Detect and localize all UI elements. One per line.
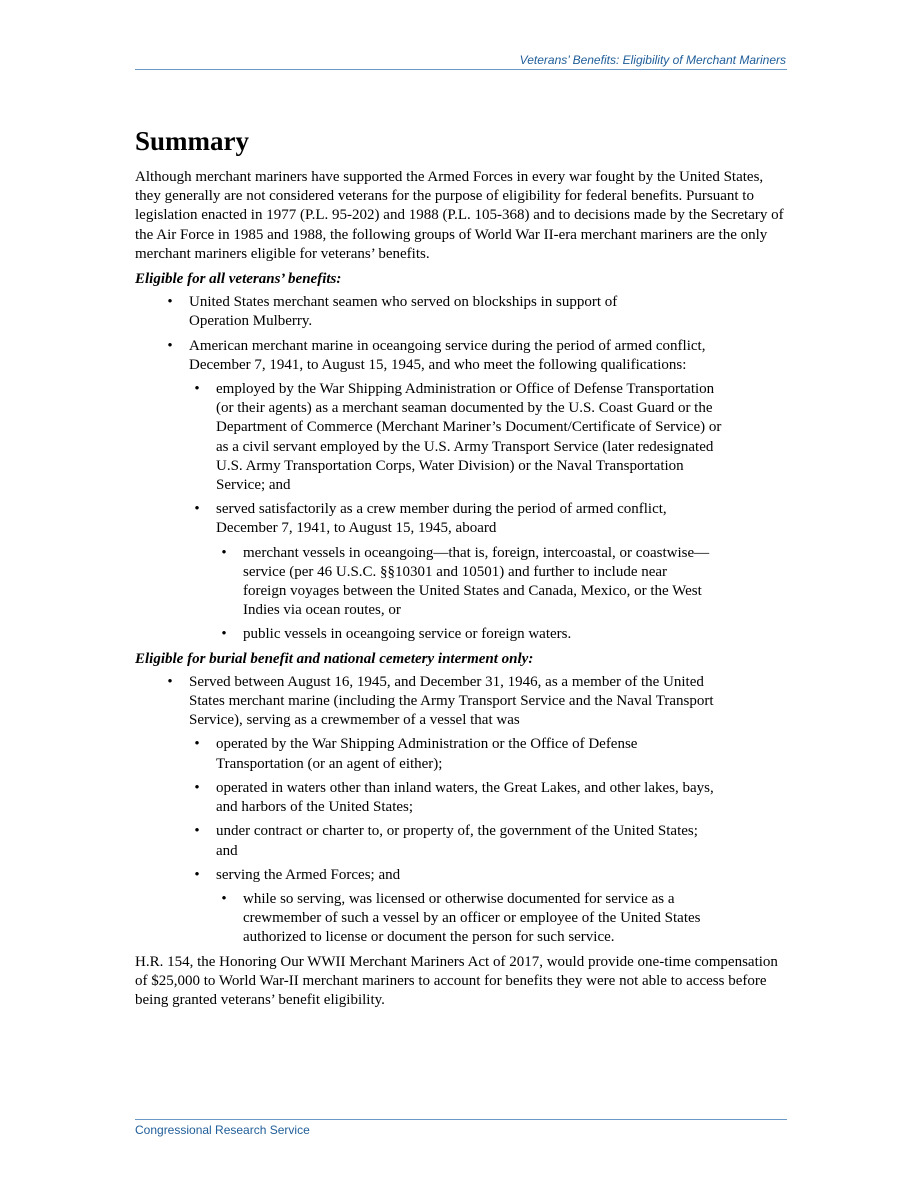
running-header-title: Veterans’ Benefits: Eligibility of Merchant Mariners [519, 53, 786, 67]
all-benefits-subheading: Eligible for all veterans’ benefits: [135, 271, 342, 288]
bullet-icon: • [221, 626, 227, 643]
documentation-list [216, 890, 786, 948]
burial-subheading: Eligible for burial benefit and national cemetery interment only: [135, 650, 534, 667]
vessel-type-list [216, 544, 786, 645]
list-item [194, 500, 786, 644]
list-item-text: public vessels in oceangoing service or foreign waters. [243, 626, 572, 643]
list-item [167, 337, 786, 645]
footer-organization: Congressional Research Service [135, 1123, 310, 1137]
bullet-icon: • [194, 501, 200, 518]
bullet-icon: • [194, 866, 200, 883]
list-item [221, 890, 786, 948]
header-divider [135, 69, 787, 70]
bullet-icon: • [194, 381, 200, 398]
qualifications-list [189, 380, 786, 645]
list-item-text: Served between August 16, 1945, and December 31, 1946, as a member of the United States merchant marine (including the Army Transport Service and the Naval Transport Service), serving as a crewmember of a vessel that was [189, 673, 714, 729]
list-item-text: serving the Armed Forces; and [216, 866, 401, 883]
bullet-icon: • [221, 890, 227, 907]
list-item [194, 735, 786, 773]
list-item [167, 673, 786, 948]
list-item-text: American merchant marine in oceangoing service during the period of armed conflict, December 7, 1941, to August 15, 1945, and who meet the following qualifications: [189, 337, 706, 373]
summary-heading: Summary [135, 126, 249, 156]
list-item-text: operated in waters other than inland waters, the Great Lakes, and other lakes, bays, and harbors of the United States; [216, 779, 714, 816]
burial-list [135, 673, 786, 948]
bullet-icon: • [167, 673, 173, 690]
list-item-text: under contract or charter to, or property of, the government of the United States; and [216, 823, 698, 859]
list-item-text: United States merchant seamen who served on blockships in support of Operation Mulberry. [189, 294, 618, 330]
list-item [194, 822, 786, 860]
list-item [221, 544, 786, 621]
vessel-conditions-list [189, 735, 786, 947]
list-item [221, 625, 786, 644]
bullet-icon: • [221, 544, 227, 561]
list-item-text: while so serving, was licensed or otherwise documented for service as a crewmember of such a vessel by an officer or employee of the United States authorized to license or document the person for such service. [243, 890, 701, 946]
bullet-icon: • [194, 823, 200, 840]
bullet-icon: • [194, 736, 200, 753]
list-item-text: employed by the War Shipping Administration or Office of Defense Transportation (or their agents) as a merchant seaman documented by the U.S. Coast Guard or the Department of Commerce (Merchant Mariner’s Document/Certificate of Service) or as a civil servant employed by the U.S. Army Transport Service (later redesignated U.S. Army Transportation Corps, Water Division) or the Naval Transportation Service; and [216, 381, 722, 494]
list-item-text: merchant vessels in oceangoing—that is, foreign, intercoastal, or coastwise—service (per 46 U.S.C. §§10301 and 10501) and further to include near foreign voyages between the United States and Canada, Mexico, or the West Indies via ocean routes, or [243, 544, 710, 619]
list-item [167, 293, 786, 331]
intro-paragraph: Although merchant mariners have supported the Armed Forces in every war fought by the United States, they generally are not considered veterans for the purpose of eligibility for federal benefits. Pursuant to legislation enacted in 1977 (P.L. 95-202) and 1988 (P.L. 105-368) and to decisions made by the Secretary of the Air Force in 1985 and 1988, the following groups of World War II-era merchant mariners are the only merchant mariners eligible for veterans’ benefits. [135, 169, 784, 262]
footer-divider [135, 1119, 787, 1120]
bullet-icon: • [167, 337, 173, 354]
all-benefits-list [135, 293, 786, 644]
list-item-text: operated by the War Shipping Administration or the Office of Defense Transportation (or an agent of either); [216, 736, 638, 772]
summary-body [135, 168, 786, 1016]
bullet-icon: • [194, 779, 200, 796]
closing-paragraph: H.R. 154, the Honoring Our WWII Merchant Mariners Act of 2017, would provide one-time compensation of $25,000 to World War-II merchant mariners to account for benefits they were not able to access before being granted veterans’ benefit eligibility. [135, 953, 778, 1008]
list-item [194, 380, 786, 495]
bullet-icon: • [167, 294, 173, 311]
list-item-text: served satisfactorily as a crew member during the period of armed conflict, December 7, 1941, to August 15, 1945, aboard [216, 501, 667, 537]
list-item [194, 866, 786, 948]
list-item [194, 779, 786, 817]
